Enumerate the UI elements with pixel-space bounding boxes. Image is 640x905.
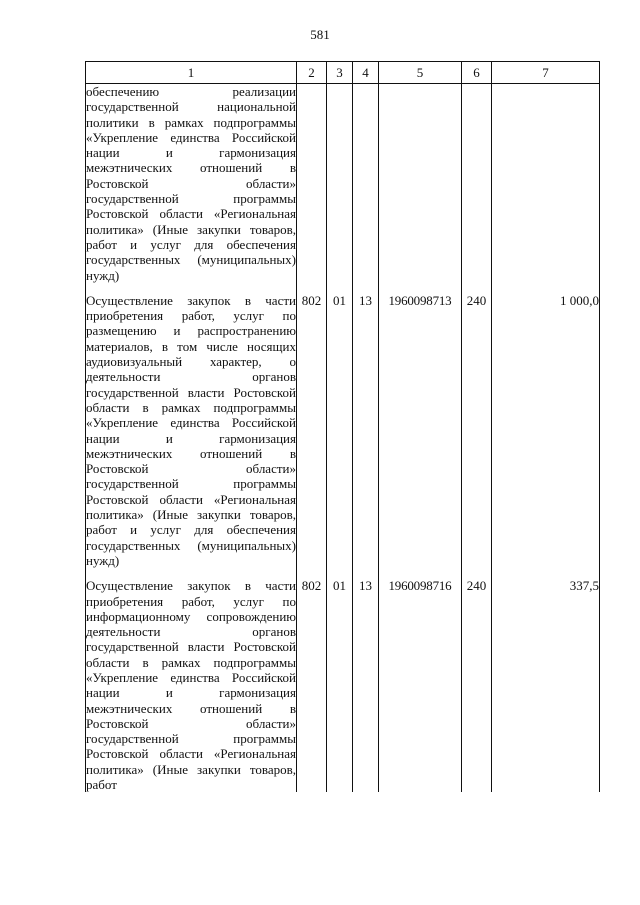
row-spacer — [86, 568, 600, 578]
cell-section: 01 — [327, 293, 353, 568]
row-description: Осуществление закупок в части приобретения работ, услуг по размещению и распространению материалов, в том числе носящих аудиовизуальный характер, о деятельности органов государственной власти Ростовской области в рамках подпрограммы «Укрепление единства Российской нации и гармонизация межэтнических отношений в Ростовской области» государственной программы Ростовской области «Региональная политика» (Иные закупки товаров, работ и услуг для обеспечения государственных (муниципальных) нужд) — [86, 292, 296, 568]
cell-target-code — [379, 84, 462, 283]
column-header: 7 — [492, 62, 600, 84]
cell-section: 01 — [327, 578, 353, 792]
column-header: 3 — [327, 62, 353, 84]
table-row — [86, 578, 600, 792]
column-header: 4 — [353, 62, 379, 84]
row-description: Осуществление закупок в части приобретения работ, услуг по информационному сопровождению деятельности органов государственной власти Ростовской области в рамках подпрограммы «Укрепление единства Российской нации и гармонизация межэтнических отношений в Ростовской области» государственной программы Ростовской области «Региональная политика» (Иные закупки товаров, работ — [86, 578, 296, 793]
page-number: 581 — [310, 27, 330, 42]
table-row — [86, 84, 600, 283]
row-description: обеспечению реализации государственной национальной политики в рамках подпрограммы «Укрепление единства Российской нации и гармонизация межэтнических отношений в Ростовской области» государственной программы Ростовской области «Региональная политика» (Иные закупки товаров, работ и услуг для обеспечения государственных (муниципальных) нужд) — [86, 84, 296, 283]
cell-ministry — [297, 84, 327, 283]
cell-expense-type: 240 — [462, 293, 492, 568]
cell-amount: 1 000,0 — [492, 293, 600, 568]
cell-target-code: 1960098716 — [379, 578, 462, 792]
table-header-row — [86, 62, 600, 84]
row-spacer — [86, 283, 600, 293]
cell-section — [327, 84, 353, 283]
cell-target-code: 1960098713 — [379, 293, 462, 568]
cell-amount: 337,5 — [492, 578, 600, 792]
column-header: 5 — [379, 62, 462, 84]
table-row — [86, 293, 600, 568]
cell-ministry: 802 — [297, 578, 327, 792]
column-header: 6 — [462, 62, 492, 84]
column-header: 1 — [86, 62, 297, 84]
cell-amount — [492, 84, 600, 283]
cell-expense-type — [462, 84, 492, 283]
cell-ministry: 802 — [297, 293, 327, 568]
column-header: 2 — [297, 62, 327, 84]
cell-subsection — [353, 84, 379, 283]
cell-expense-type: 240 — [462, 578, 492, 792]
cell-subsection: 13 — [353, 293, 379, 568]
budget-table — [85, 61, 600, 792]
cell-subsection: 13 — [353, 578, 379, 792]
